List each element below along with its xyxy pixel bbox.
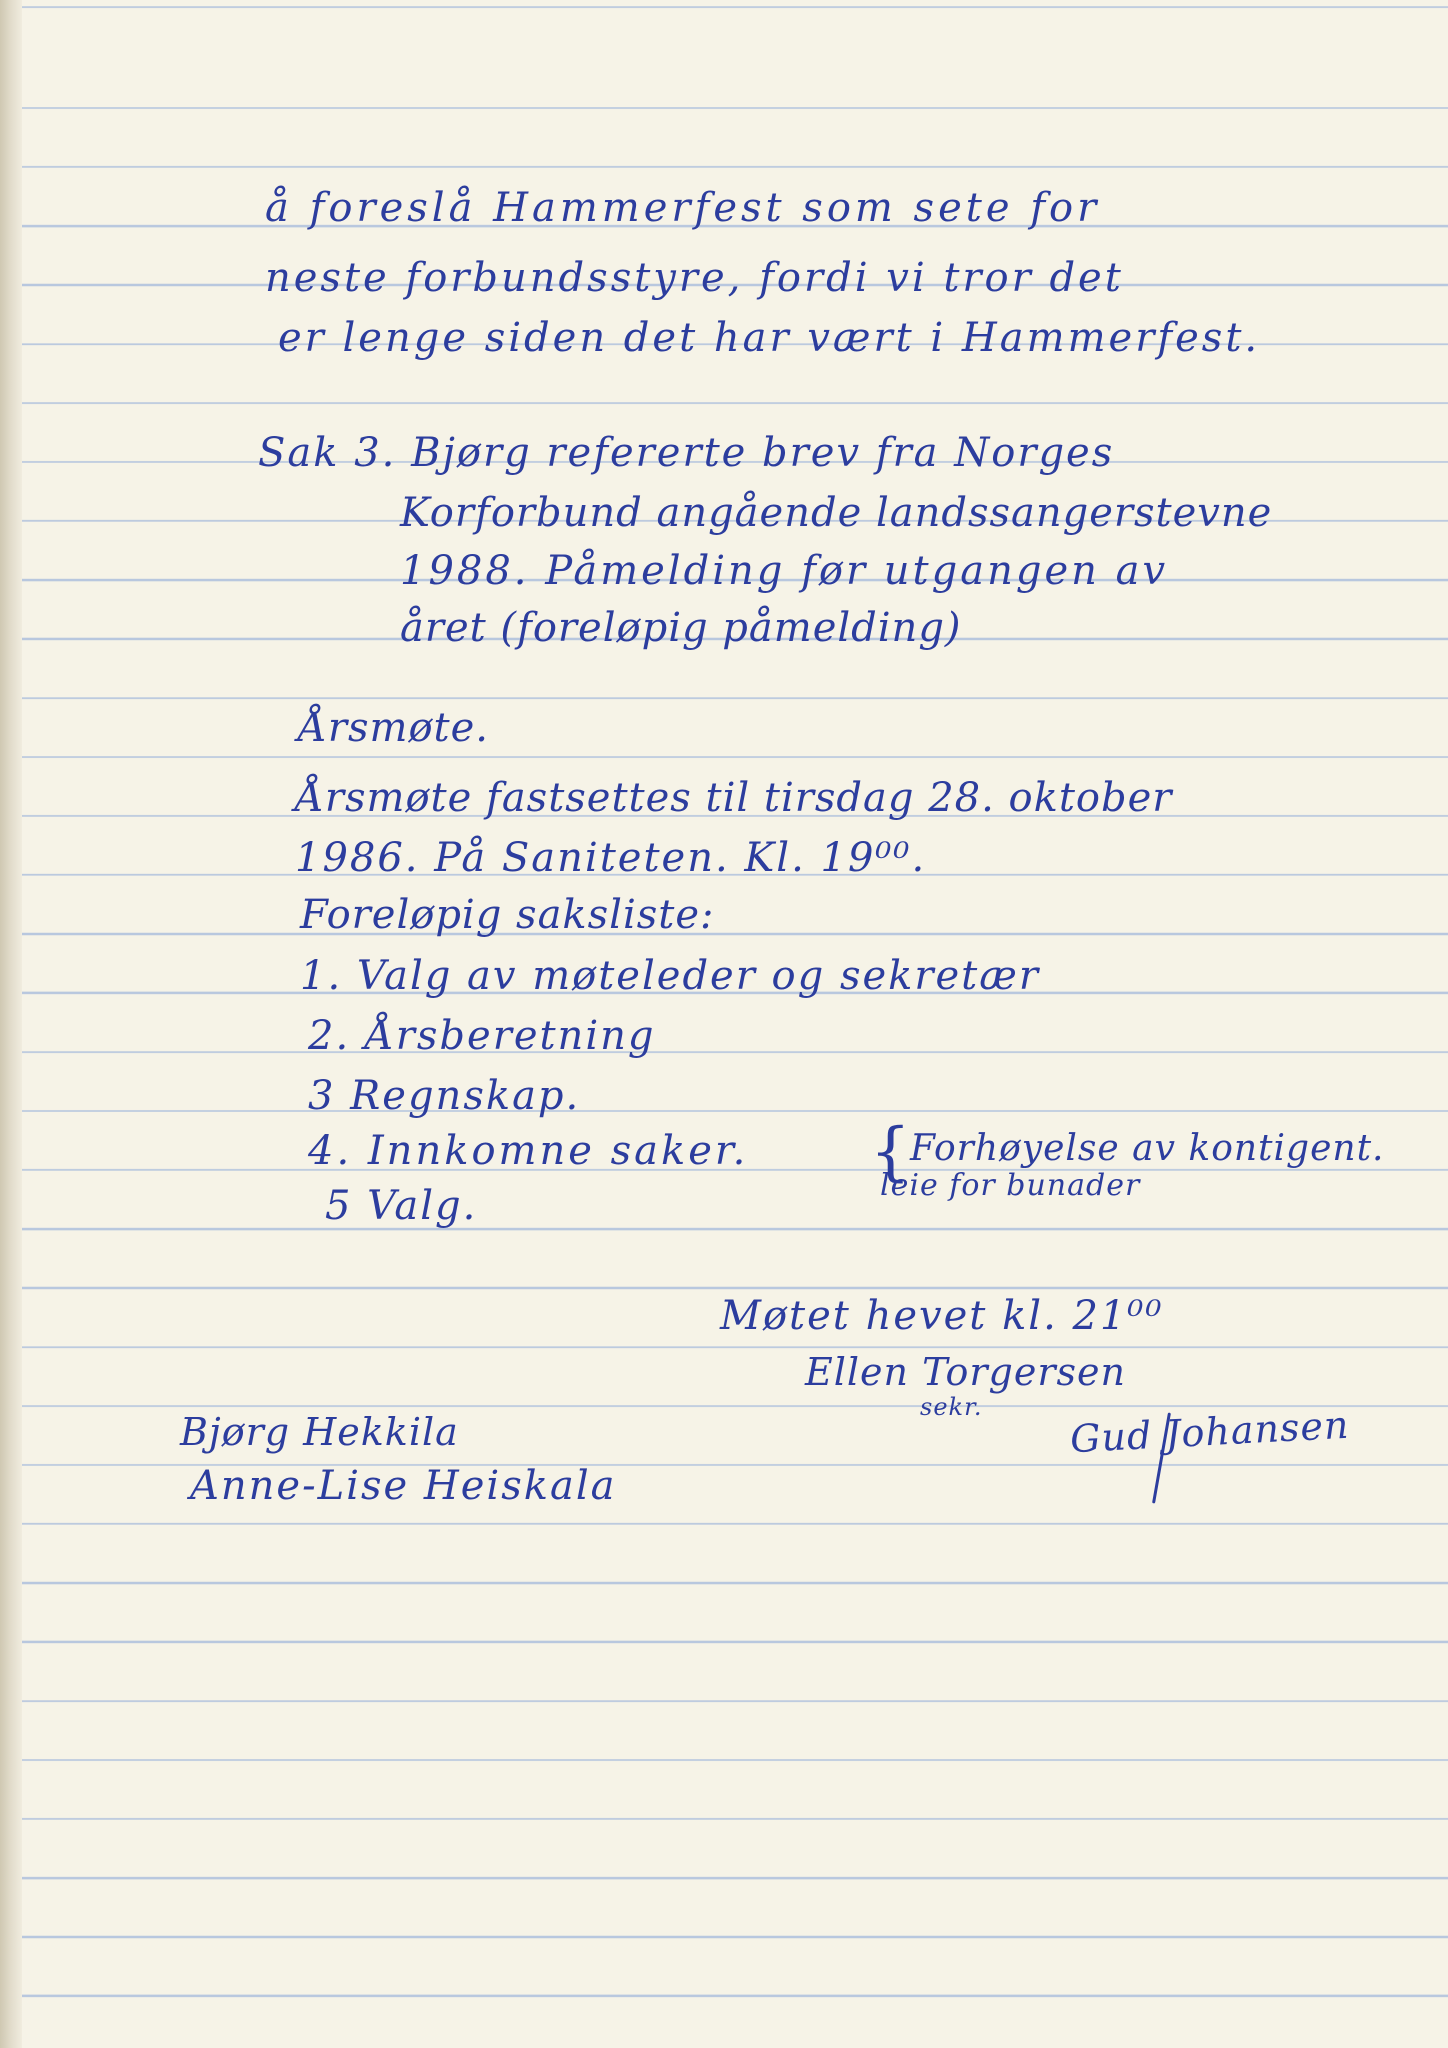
signature-left-2: Anne-Lise Heiskala	[190, 1463, 617, 1509]
paragraph-line-3: er lenge siden det har vært i Hammerfest.	[278, 315, 1261, 361]
agenda-item-3: 3 Regnskap.	[308, 1073, 581, 1119]
arsmote-heading: Årsmøte.	[298, 705, 490, 751]
sak3-line-3: 1988. Påmelding før utgangen av	[400, 548, 1169, 594]
arsmote-line-2: 1986. På Saniteten. Kl. 19⁰⁰.	[295, 835, 927, 881]
agenda-note-brace: {	[870, 1115, 911, 1189]
agenda-item-5: 5 Valg.	[325, 1183, 478, 1229]
page-binding-edge	[0, 0, 22, 2048]
paragraph-line-2: neste forbundsstyre, fordi vi tror det	[265, 255, 1124, 301]
arsmote-line-1: Årsmøte fastsettes til tirsdag 28. oktober	[295, 775, 1173, 821]
agenda-item-2: 2. Årsberetning	[308, 1013, 656, 1059]
signature-secretary-role: sekr.	[920, 1393, 983, 1421]
sak3-line-4: året (foreløpig påmelding)	[400, 605, 962, 651]
agenda-item-1: 1. Valg av møteleder og sekretær	[300, 953, 1040, 999]
agenda-note-2: leie for bunader	[880, 1168, 1141, 1203]
signature-left-1: Bjørg Hekkila	[180, 1410, 459, 1454]
signature-secretary: Ellen Torgersen	[805, 1350, 1126, 1394]
arsmote-line-3: Foreløpig saksliste:	[300, 892, 715, 938]
signature-right: Gud Johansen	[1069, 1402, 1351, 1462]
sak3-line-2: Korforbund angående landssangerstevne	[400, 490, 1273, 536]
agenda-item-4: 4. Innkomne saker.	[308, 1128, 749, 1174]
paragraph-line-1: å foreslå Hammerfest som sete for	[265, 185, 1101, 231]
sak3-line-1: Sak 3. Bjørg refererte brev fra Norges	[258, 430, 1115, 476]
closing-line: Møtet hevet kl. 21⁰⁰	[720, 1293, 1164, 1339]
agenda-note-1: Forhøyelse av kontigent.	[910, 1128, 1385, 1169]
